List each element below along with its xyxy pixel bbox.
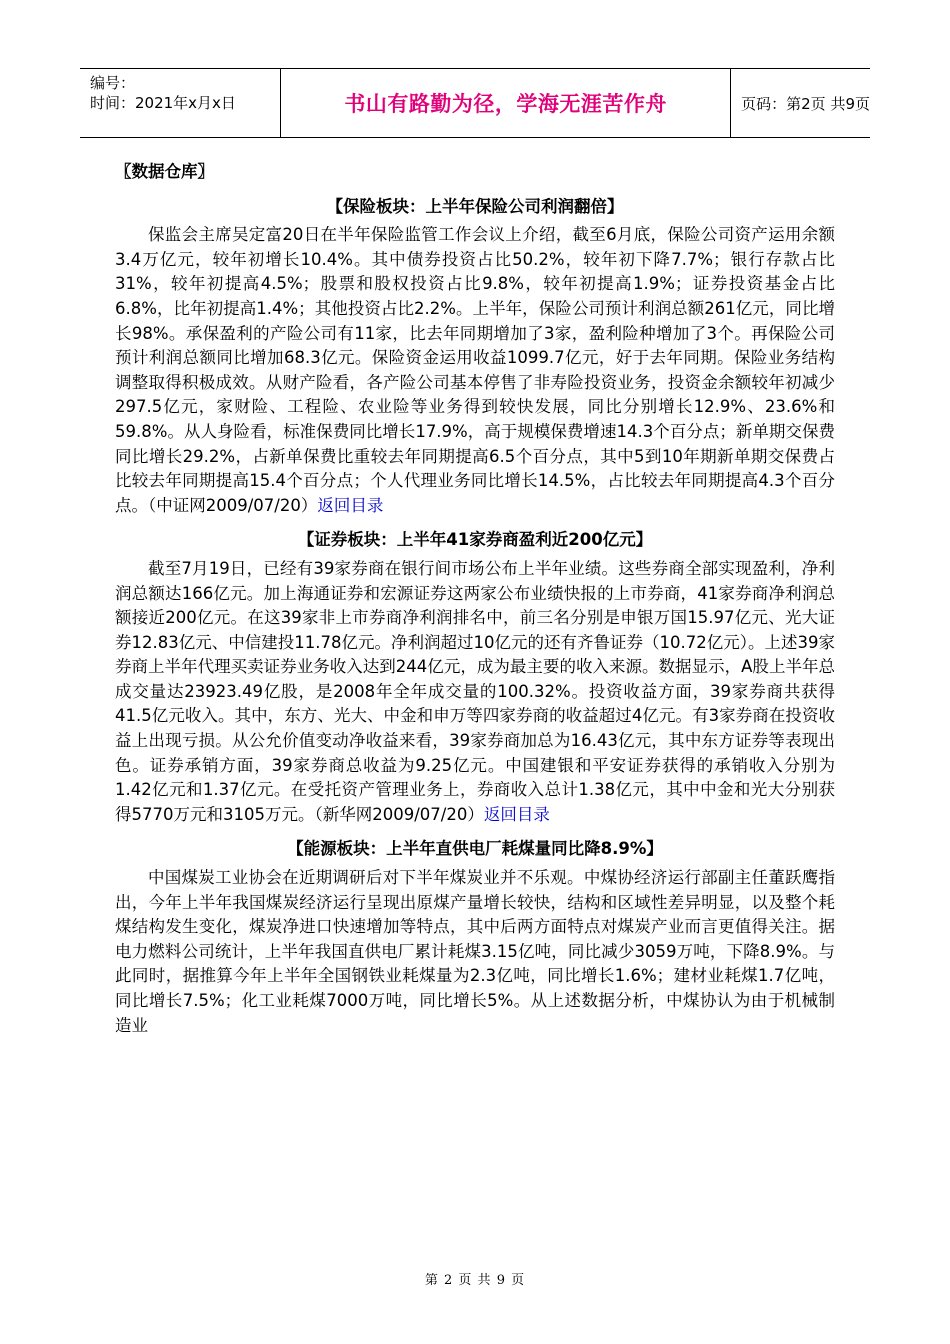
- page-footer: 第 2 页 共 9 页: [424, 1273, 526, 1288]
- section-title-securities: 【证券板块：上半年41家券商盈利近200亿元】: [297, 530, 653, 550]
- section-title-energy: 【能源板块：上半年直供电厂耗煤量同比降8.9%】: [287, 839, 663, 859]
- section-tag: 〖数据仓库〗: [115, 162, 214, 181]
- page-header: [80, 68, 870, 138]
- header-meta: [80, 69, 281, 137]
- document-time-label: 时间：2021年x月x日: [90, 94, 236, 112]
- paragraph-text: 保监会主席吴定富20日在半年保险监管工作会议上介绍，截至6月底，保险公司资产运用余额3.4万亿元，较年初增长10.4%。其中债券投资占比50.2%，较年初下降7.7%；银行存款占比31%，较年初提高4.5%；股票和股权投资占比9.8%，较年初提高1.9%；证券投资基金占比6.8%，比年初提高1.4%；其他投资占比2.2%。上半年，保险公司预计利润总额261亿元，同比增长98%。承保盈利的产险公司有11家，比去年同期增加了3家，盈利险种增加了3个。再保险公司预计利润总额同比增加68.3亿元。保险资金运用收益1099.7亿元，好于去年同期。保险业务结构调整取得积极成效。从财产险看，各产险公司基本停售了非寿险投资业务，投资金余额较年初减少297.5亿元，家财险、工程险、农业险等业务得到较快发展，同比分别增长12.9%、23.6%和59.8%。从人身险看，标准保费同比增长17.9%，高于规模保费增速14.3个百分点；新单期交保费同比增长29.2%，占新单保费比重较去年同期提高6.5个百分点，其中5到10年期新单期交保费占比较去年同期提高15.4个百分点；个人代理业务同比增长14.5%，占比较去年同期提高4.3个百分点。（中证网2009/07/20）: [115, 225, 835, 515]
- back-to-toc-link[interactable]: 返回目录: [483, 804, 550, 824]
- section-title-insurance: 【保险板块：上半年保险公司利润翻倍】: [326, 196, 624, 216]
- section-paragraph-insurance: [115, 223, 835, 518]
- header-page-info: 页码：第2页 共9页: [741, 94, 870, 113]
- document-body: [115, 160, 835, 1048]
- section-paragraph-securities: [115, 557, 835, 828]
- back-to-toc-link[interactable]: 返回目录: [317, 495, 384, 515]
- header-motto: 书山有路勤为径，学海无涯苦作舟: [344, 91, 667, 116]
- document-number-label: 编号：: [90, 74, 136, 92]
- paragraph-text: 中国煤炭工业协会在近期调研后对下半年煤炭业并不乐观。中煤协经济运行部副主任董跃鹰指出，今年上半年我国煤炭经济运行呈现出原煤产量增长较快，结构和区域性差异明显，以及整个耗煤结构发生变化，煤炭净进口快速增加等特点，其中后两方面特点对煤炭产业而言更值得关注。据电力燃料公司统计，上半年我国直供电厂累计耗煤3.15亿吨，同比减少3059万吨，下降8.9%。与此同时，据推算今年上半年全国钢铁业耗煤量为2.3亿吨，同比增长1.6%；建材业耗煤1.7亿吨，同比增长7.5%；化工业耗煤7000万吨，同比增长5%。从上述数据分析，中煤协认为由于机械制造业: [115, 868, 835, 1035]
- paragraph-text: 截至7月19日，已经有39家券商在银行间市场公布上半年业绩。这些券商全部实现盈利，净利润总额达166亿元。加上海通证券和宏源证券这两家公布业绩快报的上市券商，41家券商净利润总额接近200亿元。在这39家非上市券商净利润排名中，前三名分别是申银万国15.97亿元、光大证券12.83亿元、中信建投11.78亿元。净利润超过10亿元的还有齐鲁证券（10.72亿元）。上述39家券商上半年代理买卖证券业务收入达到244亿元，成为最主要的收入来源。数据显示，A股上半年总成交量达23923.49亿股，是2008年全年成交量的100.32%。投资收益方面，39家券商共获得41.5亿元收入。其中，东方、光大、中金和申万等四家券商的收益超过4亿元。有3家券商在投资收益上出现亏损。从公允价值变动净收益来看，39家券商加总为16.43亿元，其中东方证券等表现出色。证券承销方面，39家券商总收益为9.25亿元。中国建银和平安证券获得的承销收入分别为1.42亿元和1.37亿元。在受托资产管理业务上，券商收入总计1.38亿元，其中中金和光大分别获得5770万元和3105万元。（新华网2009/07/20）: [115, 558, 835, 824]
- header-motto-cell: [281, 69, 731, 137]
- section-paragraph-energy: [115, 866, 835, 1038]
